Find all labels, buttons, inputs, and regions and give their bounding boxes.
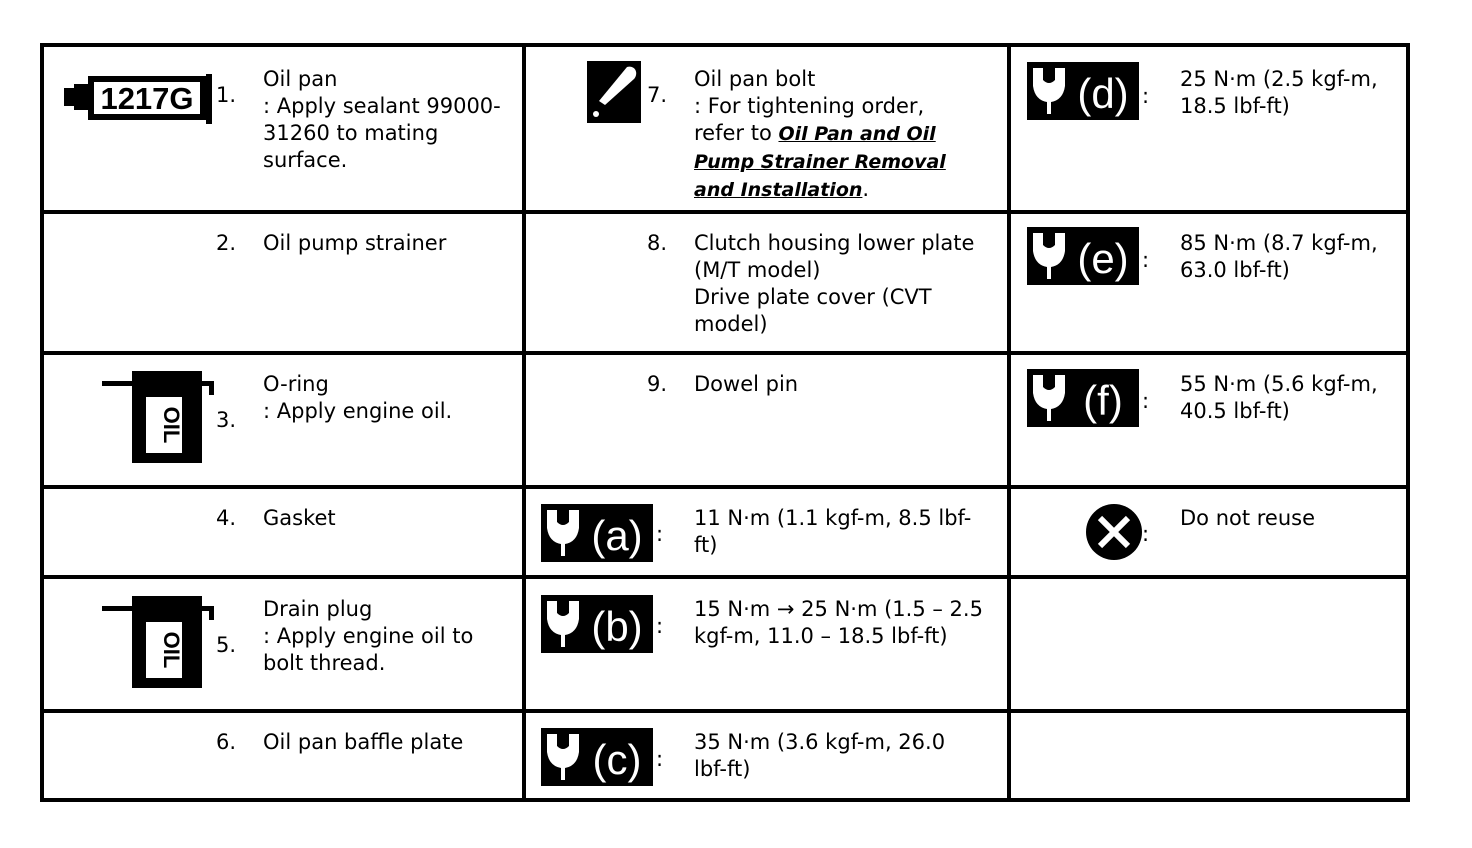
reference-link[interactable]: Oil Pan and Oil Pump Strainer Removal and Installation (694, 123, 946, 201)
do-not-reuse-icon (1084, 502, 1144, 567)
torque-label: (d) (1077, 70, 1129, 117)
item-title: O-ring (263, 372, 329, 396)
item-note: Drive plate cover (CVT model) (694, 285, 932, 336)
torque-spec: 85 N·m (8.7 kgf-m, 63.0 lbf-ft) (1180, 231, 1378, 282)
oil-can-label: OIL (159, 406, 184, 444)
item-title: Oil pan baffle plate (263, 730, 464, 754)
item-title: Clutch housing lower plate (M/T model) (694, 231, 975, 282)
item-note-text: : For tightening order, refer to (694, 94, 925, 145)
row-divider (44, 210, 1406, 214)
item-title: Dowel pin (694, 372, 799, 396)
item-title: Drain plug (263, 597, 373, 621)
item-number: 2. (215, 231, 236, 255)
item-title: Oil pump strainer (263, 231, 447, 255)
item-note: : Apply engine oil to bolt thread. (263, 624, 474, 675)
row-divider (44, 485, 1406, 489)
item-note (694, 93, 969, 204)
torque-wrench-icon (541, 504, 653, 562)
sealant-dot-icon (587, 61, 641, 128)
torque-spec: 11 N·m (1.1 kgf-m, 8.5 lbf-ft) (694, 506, 972, 557)
colon: : (656, 747, 664, 771)
oil-can-icon (102, 596, 214, 693)
torque-label: (a) (591, 512, 643, 559)
colon: : (1142, 522, 1150, 546)
sealant-tube-label: 1217G (100, 81, 194, 116)
torque-label: (b) (591, 603, 643, 650)
row-divider (44, 351, 1406, 355)
oil-can-icon (102, 371, 214, 468)
colon: : (1142, 84, 1150, 108)
torque-label: (c) (592, 736, 642, 783)
torque-spec: 15 N·m → 25 N·m (1.5 – 2.5 kgf-m, 11.0 – 18.5 lbf-ft) (694, 597, 983, 648)
colon: : (1142, 248, 1150, 272)
item-title: Oil pan (263, 67, 338, 91)
row-divider (44, 709, 1406, 713)
item-number: 6. (215, 730, 236, 754)
column-divider (522, 47, 526, 798)
torque-wrench-icon (1027, 369, 1139, 427)
parts-legend-table (40, 43, 1410, 802)
item-number: 8. (646, 231, 667, 255)
sealant-tube-icon (64, 74, 212, 129)
torque-spec: 55 N·m (5.6 kgf-m, 40.5 lbf-ft) (1180, 372, 1378, 423)
colon: : (656, 522, 664, 546)
item-title: Do not reuse (1180, 506, 1316, 530)
oil-can-label: OIL (159, 631, 184, 669)
item-number: 1. (215, 83, 236, 107)
item-number: 4. (215, 506, 236, 530)
item-number: 7. (646, 83, 667, 107)
item-number: 3. (215, 408, 236, 432)
torque-label: (e) (1077, 235, 1129, 282)
link-period: . (862, 177, 870, 201)
colon: : (656, 614, 664, 638)
item-title: Gasket (263, 506, 336, 530)
torque-wrench-icon (541, 595, 653, 653)
column-divider (1007, 47, 1011, 798)
item-number: 5. (215, 633, 236, 657)
item-note: : Apply engine oil. (263, 399, 453, 423)
row-divider (44, 575, 1406, 579)
torque-label: (f) (1083, 377, 1123, 424)
torque-wrench-icon (541, 728, 653, 786)
item-note: : Apply sealant 99000-31260 to mating surface. (263, 94, 501, 172)
torque-spec: 35 N·m (3.6 kgf-m, 26.0 lbf-ft) (694, 730, 946, 781)
torque-wrench-icon (1027, 62, 1139, 120)
item-number: 9. (646, 372, 667, 396)
colon: : (1142, 389, 1150, 413)
torque-spec: 25 N·m (2.5 kgf-m, 18.5 lbf-ft) (1180, 67, 1378, 118)
torque-wrench-icon (1027, 227, 1139, 285)
item-title: Oil pan bolt (694, 67, 816, 91)
